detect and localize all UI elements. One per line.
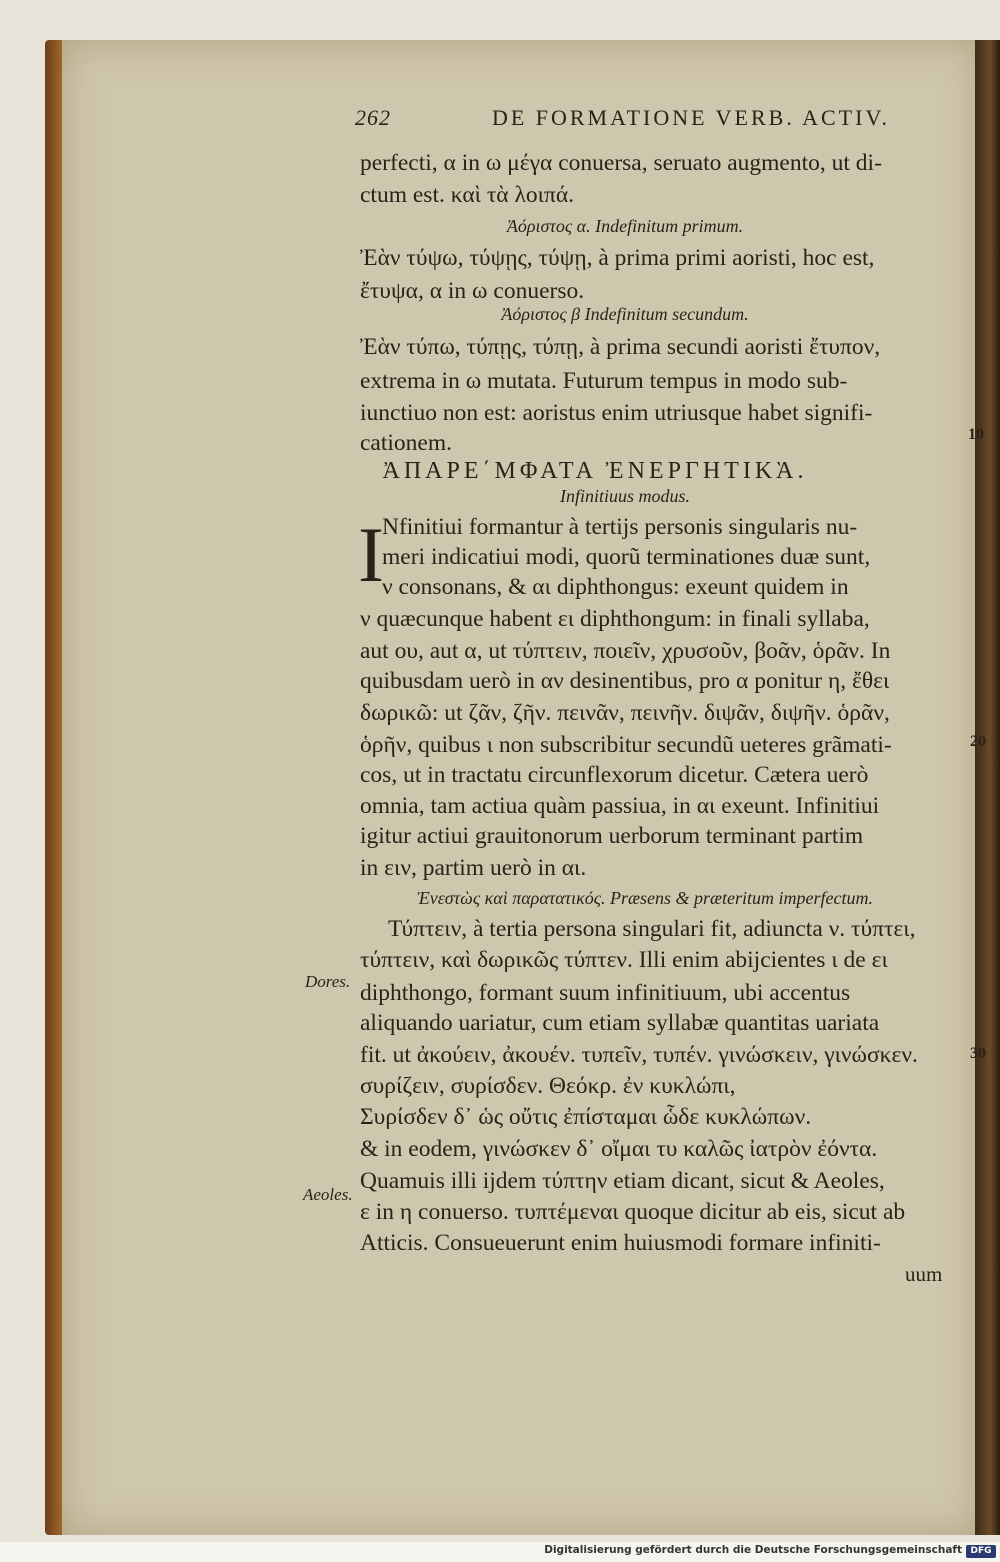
running-head-title: DE FORMATIONE VERB. ACTIV. <box>491 105 890 130</box>
text-line: ε in η conuerso. τυπτέμεναι quoque dicitur ab eis, sicut ab <box>360 1199 906 1225</box>
footer-bar <box>0 1542 1000 1562</box>
text-line: cationem. <box>360 430 453 456</box>
text-line: diphthongo, formant suum infinitiuum, ubi accentus <box>360 980 851 1006</box>
running-head <box>355 105 890 131</box>
text-line: τύπτειν, καὶ δωρικῶς τύπτεν. Illi enim abijcientes ι de ει <box>360 947 888 973</box>
text-line: meri indicatiui modi, quorũ terminationes duæ sunt, <box>382 544 871 570</box>
margin-note-dores: Dores. <box>305 972 351 991</box>
section-heading: Ἀόριστος β Indefinitum secundum. <box>501 304 749 324</box>
text-line: in ειν, partim uerò in αι. <box>360 855 587 881</box>
text-line: ν consonans, & αι diphthongus: exeunt quidem in <box>382 574 849 600</box>
catchword: uum <box>905 1262 943 1286</box>
text-line: ὁρῆν, quibus ι non subscribitur secundũ ueteres grãmati- <box>360 732 892 758</box>
text-line: aliquando uariatur, cum etiam syllabæ quantitas uariata <box>360 1010 880 1036</box>
text-line: extrema in ω mutata. Futurum tempus in modo sub- <box>360 368 848 394</box>
text-line: συρίζειν, συρίσδεν. Θεόκρ. ἐν κυκλώπι, <box>360 1073 736 1099</box>
text-line: Atticis. Consueuerunt enim huiusmodi formare infiniti- <box>360 1230 881 1256</box>
text-line: ν quæcunque habent ει diphthongum: in finali syllaba, <box>360 606 870 632</box>
text-line: cos, ut in tractatu circunflexorum dicetur. Cætera uerò <box>360 762 869 788</box>
text-line: perfecti, α in ω μέγα conuersa, seruato augmento, ut di- <box>360 150 882 176</box>
line-number: 10 <box>968 426 984 443</box>
page-number: 262 <box>355 105 391 130</box>
section-heading: Ἐνεστὼς καὶ παρατατικός. Præsens & præteritum imperfectum. <box>416 888 874 908</box>
text-line: Ἐὰν τύψω, τύψῃς, τύψῃ, à prima primi aoristi, hoc est, <box>360 245 875 271</box>
margin-note-aeoles: Aeoles. <box>303 1185 353 1204</box>
dfg-logo: DFG <box>966 1545 996 1558</box>
text-line: Ἐὰν τύπω, τύπῃς, τύπῃ, à prima secundi aoristi ἔτυπον, <box>360 334 881 360</box>
text-line: Τύπτειν, à tertia persona singulari fit, adiuncta ν. τύπτει, <box>388 916 916 942</box>
text-line: δωρικῶ: ut ζᾶν, ζῆν. πεινᾶν, πεινῆν. διψᾶν, διψῆν. ὁρᾶν, <box>360 700 890 726</box>
text-line: Nfinitiui formantur à tertijs personis singularis nu- <box>382 514 858 540</box>
section-heading: Infinitiuus modus. <box>559 486 690 506</box>
text-line: omnia, tam actiua quàm passiua, in αι exeunt. Infinitiui <box>360 793 880 819</box>
text-line: ctum est. καὶ τὰ λοιπά. <box>360 182 575 208</box>
text-line: fit. ut ἀκούειν, ἀκουέν. τυπεῖν, τυπέν. γινώσκειν, γινώσκεν. <box>360 1042 918 1068</box>
text-line: iunctiuo non est: aoristus enim utriusque habet signifi- <box>360 400 873 426</box>
footer-credit: Digitalisierung gefördert durch die Deutsche Forschungsgemeinschaft <box>544 1544 962 1556</box>
text-line: Συρίσδεν δ᾽ ὡς οὔτις ἐπίσταμαι ὧδε κυκλώπων. <box>360 1104 812 1130</box>
line-number: 30 <box>970 1045 986 1062</box>
book-edge-right <box>975 40 1000 1535</box>
section-heading: Ἀόριστος α. Indefinitum primum. <box>506 216 744 236</box>
text-line: aut ου, aut α, ut τύπτειν, ποιεῖν, χρυσοῦν, βοᾶν, ὁρᾶν. In <box>360 638 891 664</box>
text-line: igitur actiui grauitonorum uerborum terminant partim <box>360 823 864 849</box>
text-line: Quamuis illi ijdem τύπτην etiam dicant, sicut & Aeoles, <box>360 1168 885 1194</box>
initial-capital: I <box>358 511 384 598</box>
text-line: quibusdam uerò in αν desinentibus, pro α ponitur η, ἔθει <box>360 668 890 694</box>
text-line: & in eodem, γινώσκεν δ᾽ οἴμαι τυ καλῶς ἰατρὸν ἐόντα. <box>360 1136 878 1162</box>
chapter-heading: ἈΠΑΡΕ΄ΜΦΑΤΑ ἘΝΕΡΓΗΤΙΚᾺ. <box>382 458 808 484</box>
line-number: 20 <box>970 733 986 750</box>
text-line: ἔτυψα, α in ω conuerso. <box>360 278 585 304</box>
